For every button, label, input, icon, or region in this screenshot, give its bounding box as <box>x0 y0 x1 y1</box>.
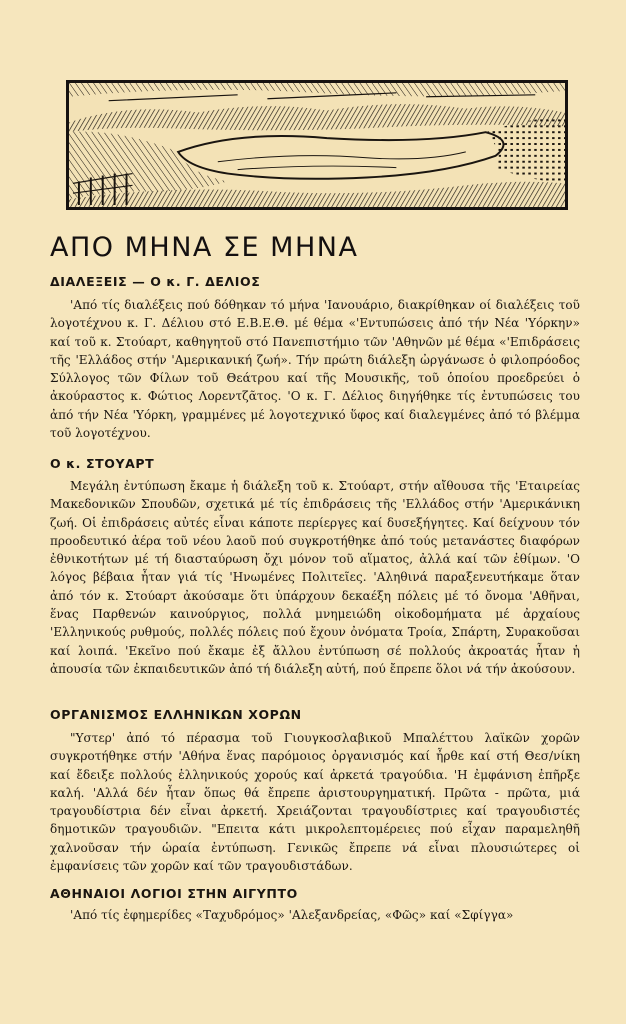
section-heading-lectures: ΔΙΑΛΕΞΕΙΣ — Ο κ. Γ. ΔΕΛΙΟΣ <box>50 274 261 289</box>
section-text-greek-dances: "Υστερ' ἀπό τό πέρασμα τοῦ Γιουγκοσλαβικοῦ Μπαλέττου λαϊκῶν χορῶν συγκροτήθηκε στήν 'Αθήνα ἕνας παρόμοιος ὀργανισμός καί ἦρθε καί στή Θεσ/νίκη καί ἔδειξε πολλούς ἑλληνικούς χορούς καί ἀρκετά τραγούδια. 'Η ἐμφάνιση ἐπῆρξε καλή. 'Αλλά δέν ἦταν ὅπως θά ἔπρεπε ἀριστουργηματική. Πρῶτα - πρῶτα, μιά τραγουδίστρια δέν εἶναι ἀρκετή. Χρειάζονται τραγουδίστριες καί τραγουδιστές δημοτικῶν τραγουδιῶν. "Επειτα κάτι μικρολεπτομέρειες πού εἶχαν παραμεληθῆ χαλνοῦσαν τήν ὡραία ἐντύπωση. Γενικῶς ἔπρεπε νά εἶναι πλουσιώτερες οἱ ἐμφανίσεις τῶν χορῶν καί τῶν τραγουδιστάδων. <box>50 731 580 874</box>
section-heading-athenian-scholars: ΑΘΗΝΑΙΟΙ ΛΟΓΙΟΙ ΣΤΗΝ ΑΙΓΥΠΤΟ <box>50 886 298 901</box>
section-text-athenian-scholars: 'Από τίς ἐφημερίδες «Ταχυδρόμος» 'Αλεξανδρείας, «Φῶς» καί «Σφίγγα» <box>70 908 514 922</box>
section-text-lectures: 'Από τίς διαλέξεις πού δόθηκαν τό μήνα 'Ιανουάριο, διακρίθηκαν οί διαλέξεις τοῦ λογοτέχνου κ. Γ. Δέλιου στό Ε.Β.Ε.Θ. μέ θέμα «'Εντυπώσεις ἀπό τήν Νέα 'Υόρκην» καί τοῦ κ. Στούαρτ, καθηγητοῦ στό Πανεπιστήμιο τῶν 'Αθηνῶν μέ θέμα «'Επιδράσεις τῆς 'Ελλάδος στήν 'Αμερικανική ζωή». Τήν πρώτη διάλεξη ὠργάνωσε ὁ φιλοπρόοδος Σύλλογος τῶν Φίλων τοῦ Θεάτρου καί τῆς Μουσικῆς, τοῦ ὁποίου προεδρεύει ὁ ἀκούραστος κ. Φώτιος Λορεντζᾶτος. 'Ο κ. Γ. Δέλιος διηγήθηκε τίς ἐντυπώσεις του ἀπό τήν Νέα 'Υόρκη, γραμμένες μέ λογοτεχνικό ὕφος καί διαλεγμένες ἀπό τό βλέμμα τοῦ λογοτέχνου. <box>50 298 580 441</box>
page-title: ΑΠΟ ΜΗΝΑ ΣΕ ΜΗΝΑ <box>50 232 359 263</box>
section-heading-greek-dances: ΟΡΓΑΝΙΣΜΟΣ ΕΛΛΗΝΙΚΩΝ ΧΟΡΩΝ <box>50 707 302 722</box>
header-engraving <box>66 80 568 210</box>
harbor-landscape-illustration <box>69 83 565 207</box>
section-heading-stuart: Ο κ. ΣΤΟΥΑΡΤ <box>50 456 155 471</box>
section-text-stuart: Μεγάλη ἐντύπωση ἔκαμε ἡ διάλεξη τοῦ κ. Στούαρτ, στήν αἴθουσα τῆς 'Εταιρείας Μακεδονικῶν Σπουδῶν, σχετικά μέ τίς ἐπιδράσεις τῆς 'Ελλάδος στήν 'Αμερικάνικη ζωή. Οἱ ἐπιδράσεις αὐτές εἶναι κάποτε περίεργες καί δυσεξήγητες. Καί δείχνουν τόν προοδευτικό ἀέρα τοῦ νέου λαοῦ πού συγκροτήθηκε ἀπό τούς μετανάστες διαφόρων ἐθνικοτήτων μέ τή διασταύρωση ὄχι μόνον τοῦ αἵματος, ἀλλά καί τῶν ἐθίμων. 'Ο λόγος βέβαια ἦταν γιά τίς 'Ηνωμένες Πολιτεῖες. 'Αληθινά παραξενευτήκαμε ὅταν ἀπό τόν κ. Στούαρτ ἀκούσαμε ὅτι ὑπάρχουν δεκαέξη πόλεις μέ τό ὄνομα 'Αθῆναι, ἕνας Παρθενών καινούργιος, πολλά μνημειώδη οἰκοδομήματα μέ ἀρχαίους 'Ελληνικούς ρυθμούς, πολλές πόλεις πού ἔχουν ὀνόματα Τροία, Σπάρτη, Συρακοῦσαι καί λοιπά. 'Εκεῖνο πού ἔκαμε ἐξ ἄλλου ἐντύπωση σέ πολλούς ἀκροατάς ἦταν ἡ ἀπουσία τῶν ἐκπαιδευτικῶν ἀπό τή διάλεξη αὐτή, πού ἔπρεπε ὅλοι νά τήν ἀκούσουν. <box>50 479 580 676</box>
